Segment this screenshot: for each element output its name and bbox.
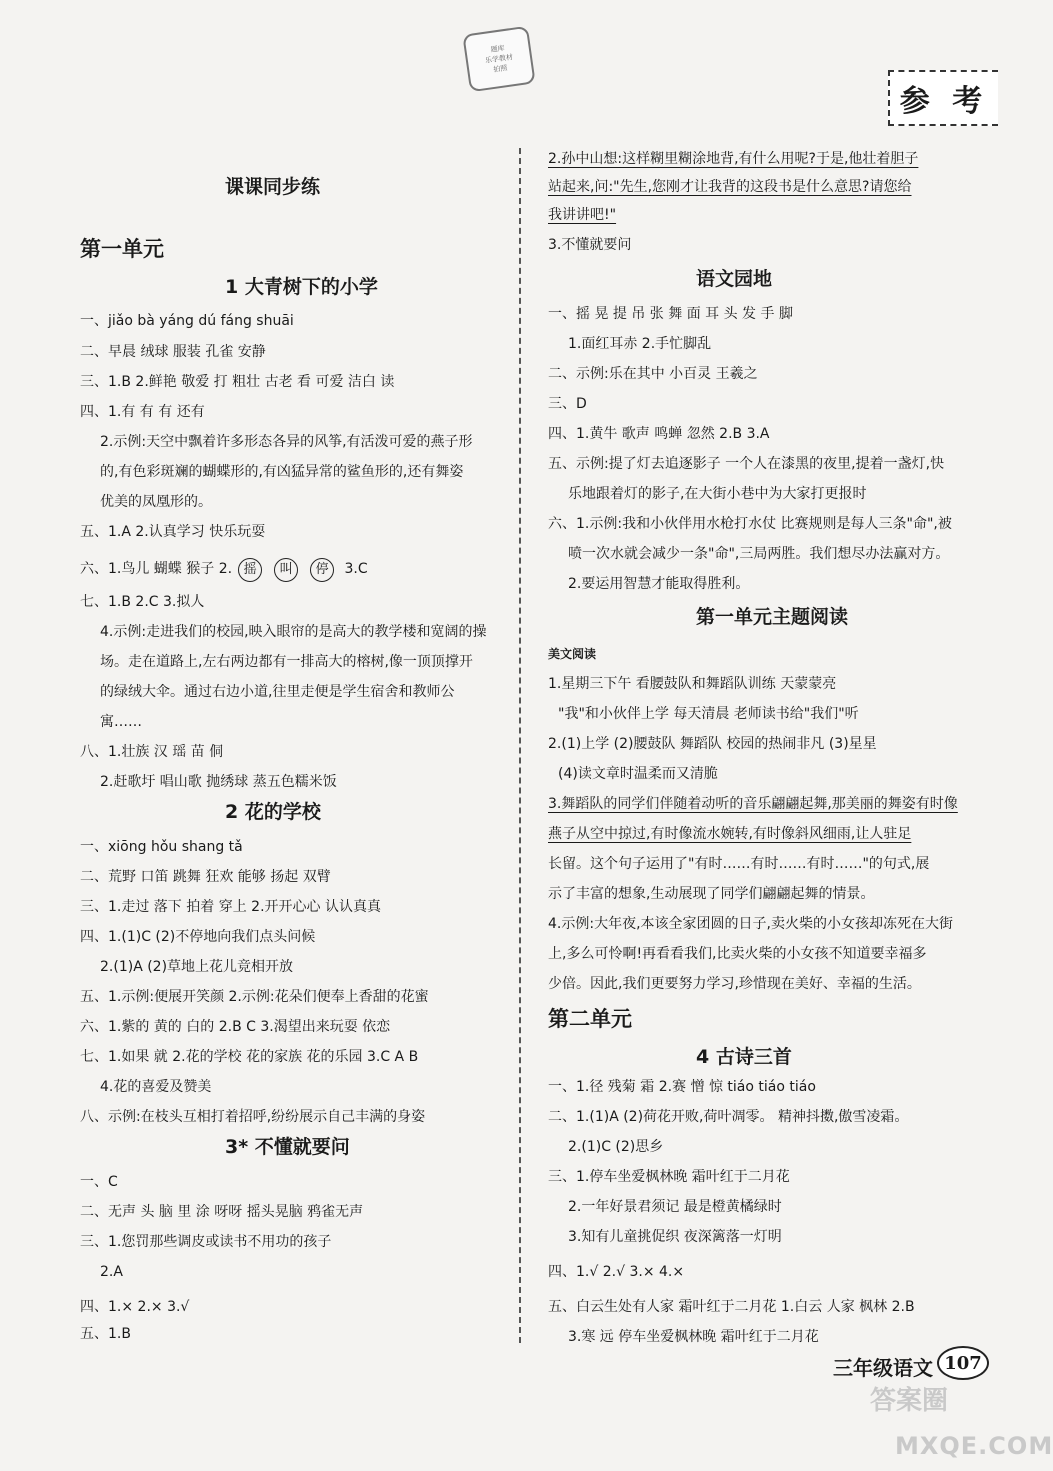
left-answer-line: 优美的凤凰形的。 <box>100 494 212 510</box>
right-unit-heading: 第二单元 <box>548 1007 632 1031</box>
left-answer-line: 五、1.示例:便展开笑颜 2.示例:花朵们便奉上香甜的花蜜 <box>80 989 429 1005</box>
right-answer-line: 2.要运用智慧才能取得胜利。 <box>568 576 750 592</box>
left-answer-line: 四、1.有 有 有 还有 <box>80 404 205 420</box>
right-answer-line: 2.孙中山想:这样糊里糊涂地背,有什么用呢?于是,他壮着胆子 <box>548 151 919 167</box>
left-answer-line: 寓…… <box>100 714 142 730</box>
left-lesson-title: 2 花的学校 <box>225 801 321 823</box>
right-answer-line: 四、1.√ 2.√ 3.× 4.× <box>548 1264 685 1280</box>
left-unit-heading: 第一单元 <box>80 237 164 261</box>
left-answer-line: 二、早晨 绒球 服装 孔雀 安静 <box>80 344 266 360</box>
left-answer-line: 一、C <box>80 1174 118 1190</box>
left-answer-line: 三、1.B 2.鲜艳 敬爱 打 粗壮 古老 看 可爱 洁白 读 <box>80 374 395 390</box>
left-answer-line: 4.示例:走进我们的校园,映入眼帘的是高大的教学楼和宽阔的操 <box>100 624 487 640</box>
left-answer-line: 2.A <box>100 1264 123 1280</box>
left-answer-line: 场。走在道路上,左右两边都有一排高大的榕树,像一顶顶撑开 <box>100 654 473 670</box>
left-lesson-title: 3* 不懂就要问 <box>225 1136 350 1158</box>
left-answer-line: 2.(1)A (2)草地上花儿竞相开放 <box>100 959 294 975</box>
right-answer-line: 燕子从空中掠过,有时像流水婉转,有时像斜风细雨,让人驻足 <box>548 826 912 842</box>
left-answer-line: 三、1.您罚那些调皮或读书不用功的孩子 <box>80 1234 332 1250</box>
right-lesson-title: 第一单元主题阅读 <box>696 606 849 628</box>
answer-text: 六、1.鸟儿 蝴蝶 猴子 2. <box>80 561 233 577</box>
answer-text: 3.C <box>340 561 368 577</box>
left-answer-line: 一、xiōng hǒu shang tǎ <box>80 839 243 855</box>
right-answer-line: 2.(1)上学 (2)腰鼓队 舞蹈队 校园的热闹非凡 (3)星星 <box>548 736 877 752</box>
right-answer-line: 2.一年好景君须记 最是橙黄橘绿时 <box>568 1199 782 1215</box>
right-answer-line: 五、白云生处有人家 霜叶红于二月花 1.白云 人家 枫林 2.B <box>548 1299 915 1315</box>
right-lesson-title: 4 古诗三首 <box>696 1046 792 1068</box>
right-answer-line: 示了丰富的想象,生动展现了同学们翩翩起舞的情景。 <box>548 886 875 902</box>
left-answer-line: 四、1.× 2.× 3.√ <box>80 1299 190 1315</box>
right-answer-line: 六、1.示例:我和小伙伴用水枪打水仗 比赛规则是每人三条"命",被 <box>548 516 952 532</box>
stamp-line: 拍照 <box>492 63 508 74</box>
right-answer-line: 1.星期三下午 看腰鼓队和舞蹈队训练 天蒙蒙亮 <box>548 676 837 692</box>
left-answer-line: 4.花的喜爱及赞美 <box>100 1079 212 1095</box>
right-answer-line: 四、1.黄牛 歌声 鸣蝉 忽然 2.B 3.A <box>548 426 770 442</box>
stamp-line: 乐学教材 <box>484 53 514 65</box>
right-answer-line: 少倍。因此,我们更要努力学习,珍惜现在美好、幸福的生活。 <box>548 976 921 992</box>
right-answer-line: 上,多么可怜啊!再看看我们,比卖火柴的小女孩不知道要幸福多 <box>548 946 927 962</box>
left-answer-line: 一、jiǎo bà yáng dú fáng shuāi <box>80 313 294 329</box>
right-answer-line: 一、1.径 残菊 霜 2.赛 憎 惊 tiáo tiáo tiáo <box>548 1079 816 1095</box>
left-answer-line: 四、1.(1)C (2)不停地向我们点头问候 <box>80 929 316 945</box>
watermark-logo: 答案圈 <box>870 1386 949 1416</box>
stamp-logo <box>462 26 535 93</box>
right-answer-line: 二、1.(1)A (2)荷花开败,荷叶凋零。 精神抖擞,傲雪凌霜。 <box>548 1109 909 1125</box>
left-answer-line: 三、1.走过 落下 拍着 穿上 2.开开心心 认认真真 <box>80 899 381 915</box>
right-answer-line: 2.(1)C (2)思乡 <box>568 1139 664 1155</box>
right-answer-line: 乐地跟着灯的影子,在大街小巷中为大家打更报时 <box>568 486 867 502</box>
circled-character: 停 <box>310 558 334 582</box>
grade-subject-label: 三年级语文 <box>833 1356 933 1380</box>
watermark-url: MXQE.COM <box>895 1432 1053 1460</box>
right-answer-line: 1.面红耳赤 2.手忙脚乱 <box>568 336 712 352</box>
left-answer-line <box>80 558 368 582</box>
left-answer-line: 六、1.紫的 黄的 白的 2.B C 3.渴望出来玩耍 依恋 <box>80 1019 391 1035</box>
left-lesson-title: 课课同步练 <box>225 176 321 198</box>
left-answer-line: 五、1.B <box>80 1326 131 1342</box>
left-answer-line: 七、1.如果 就 2.花的学校 花的家族 花的乐园 3.C A B <box>80 1049 419 1065</box>
right-answer-line: 喷一次水就会减少一条"命",三局两胜。我们想尽办法赢对方。 <box>568 546 950 562</box>
right-answer-line: 一、摇 晃 提 吊 张 舞 面 耳 头 发 手 脚 <box>548 306 793 322</box>
right-answer-line: 3.知有儿童挑促织 夜深篱落一灯明 <box>568 1229 782 1245</box>
right-answer-line: 我讲讲吧!" <box>548 207 617 223</box>
right-answer-line: 三、D <box>548 396 587 412</box>
right-lesson-title: 语文园地 <box>696 268 773 290</box>
right-answer-line: (4)读文章时温柔而又清脆 <box>558 766 718 782</box>
left-answer-line: 八、示例:在枝头互相打着招呼,纷纷展示自己丰满的身姿 <box>80 1109 426 1125</box>
left-answer-line: 七、1.B 2.C 3.拟人 <box>80 594 205 610</box>
right-answer-line: 3.不懂就要问 <box>548 237 632 253</box>
left-answer-line: 二、无声 头 脑 里 涂 呀呀 摇头晃脑 鸦雀无声 <box>80 1204 364 1220</box>
column-divider <box>519 148 521 1343</box>
circled-character: 摇 <box>238 558 262 582</box>
right-answer-line: 五、示例:提了灯去追逐影子 一个人在漆黑的夜里,提着一盏灯,快 <box>548 456 945 472</box>
right-answer-line: 三、1.停车坐爱枫林晚 霜叶红于二月花 <box>548 1169 790 1185</box>
right-answer-line: 长留。这个句子运用了"有时……有时……有时……"的句式,展 <box>548 856 930 872</box>
left-lesson-title: 1 大青树下的小学 <box>225 276 378 298</box>
left-answer-line: 二、荒野 口笛 跳舞 狂欢 能够 扬起 双臂 <box>80 869 331 885</box>
right-answer-line: 4.示例:大年夜,本该全家团圆的日子,卖火柴的小女孩却冻死在大街 <box>548 916 953 932</box>
right-answer-line: "我"和小伙伴上学 每天清晨 老师读书给"我们"听 <box>558 706 859 722</box>
left-answer-line: 五、1.A 2.认真学习 快乐玩耍 <box>80 524 266 540</box>
right-answer-line: 3.寒 远 停车坐爱枫林晚 霜叶红于二月花 <box>568 1329 819 1345</box>
section-tab <box>888 70 998 126</box>
left-answer-line: 的绿绒大伞。通过右边小道,往里走便是学生宿舍和教师公 <box>100 684 455 700</box>
left-answer-line: 八、1.壮族 汉 瑶 苗 侗 <box>80 744 224 760</box>
right-answer-line: 二、示例:乐在其中 小百灵 王羲之 <box>548 366 758 382</box>
right-answer-line: 3.舞蹈队的同学们伴随着动听的音乐翩翩起舞,那美丽的舞姿有时像 <box>548 796 958 812</box>
left-answer-line: 2.赶歌圩 唱山歌 抛绣球 蒸五色糯米饭 <box>100 774 337 790</box>
right-answer-line: 站起来,问:"先生,您刚才让我背的这段书是什么意思?请您给 <box>548 179 912 195</box>
stamp-line: 题库 <box>490 44 506 55</box>
page-number: 107 <box>937 1346 989 1380</box>
left-answer-line: 2.示例:天空中飘着许多形态各异的风筝,有活泼可爱的燕子形 <box>100 434 473 450</box>
section-tab-label: 参 考 <box>899 84 989 119</box>
circled-character: 叫 <box>274 558 298 582</box>
left-answer-line: 的,有色彩斑斓的蝴蝶形的,有凶猛异常的鲨鱼形的,还有舞姿 <box>100 464 464 480</box>
right-subheading: 美文阅读 <box>548 647 597 661</box>
